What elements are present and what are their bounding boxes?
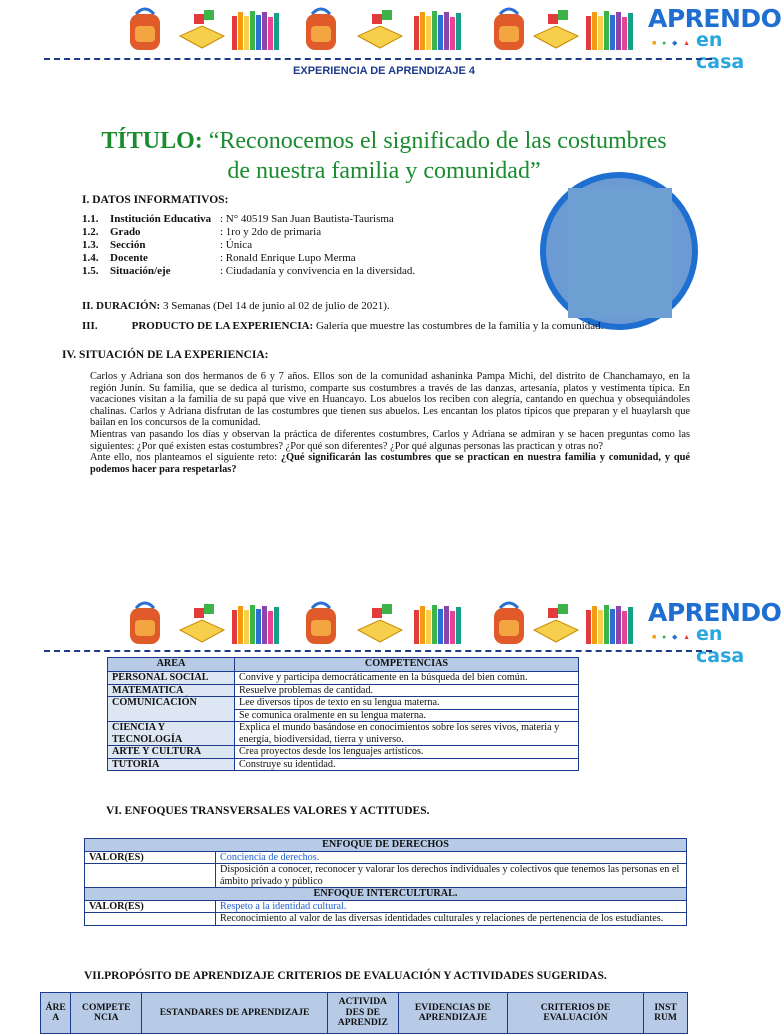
backpack-icon [494, 9, 524, 50]
info-row: 1.1. Institución Educativa : N° 40519 San Juan Bautista-Taurisma [82, 213, 394, 225]
crayons-icon [414, 11, 461, 50]
aprendo-en-casa-logo [648, 2, 781, 73]
info-row: 1.3. Sección : Única [82, 239, 253, 251]
col-header: COMPETE NCIA [71, 993, 142, 1034]
situacion-p2: Mientras van pasando los días y observan la práctica de diferentes costumbres, Carlos y Adriana se admiran y se hacen preguntas como las siguientes: ¿Por qué existen estas costumbres? ¿Por qué son diferentes? ¿Por qué algunas personas las practican y otras no? [90, 428, 690, 452]
info-row: 1.2. Grado : 1ro y 2do de primaria [82, 226, 322, 238]
competencias-table [107, 657, 579, 771]
aprendo-en-casa-logo [648, 596, 781, 667]
col-header: ESTANDARES DE APRENDIZAJE [142, 993, 328, 1034]
book-abc-icon [534, 10, 578, 48]
situacion-text [90, 371, 690, 475]
backpack-icon [494, 603, 524, 644]
area-header: AREA [108, 658, 235, 672]
dashed-divider [44, 58, 712, 60]
logo-line2: en casa [696, 29, 745, 73]
info-row: 1.4. Docente : Ronald Enrique Lupo Merma [82, 252, 356, 264]
logo-line1: APRENDO [648, 4, 781, 33]
table-row: COMUNICACIÓN Lee diversos tipos de texto en su lengua materna. [108, 697, 579, 710]
table-row: Se comunica oralmente en su lengua materna. [108, 709, 579, 722]
col-header: ACTIVIDA DES DE APRENDIZ [327, 993, 398, 1034]
backpack-icon [130, 9, 160, 50]
experience-heading: EXPERIENCIA DE APRENDIZAJE 4 [293, 65, 475, 77]
logo-line1: APRENDO [648, 598, 781, 627]
table-row: ARTE Y CULTURA Crea proyectos desde los lenguajes artísticos. [108, 746, 579, 759]
table-row: VALOR(ES) Conciencia de derechos. [85, 851, 687, 864]
table-header-row: ENFOQUE DE DERECHOS [85, 839, 687, 852]
backpack-icon [306, 603, 336, 644]
situacion-p1: Carlos y Adriana son dos hermanos de 6 y 7 años. Ellos son de la comunidad ashaninka Pampa Michi, del distrito de Chanchamayo, en la región Junín. Su familia, que se dedica al turismo, comparte sus costumbres a través de las danzas, artesanía, platos y vestimenta típica. En vacaciones visitan a la familia de su papá que vive en Huancayo. Los abuelos los reciben con alegría, cantando en quechua y obsequiándoles chalinas. Carlos y Adriana disfrutan de las costumbres que tienen sus abuelos. Les encantan los platos típicos que preparan y el huaylarsh que bailan en los concursos de la comunidad. [90, 371, 690, 429]
duracion-line: II. DURACIÓN: 3 Semanas (Del 14 de junio al 02 de julio de 2021). [82, 300, 390, 312]
logo-dots: ■ ● ◆ ▲ [652, 39, 693, 47]
title-text: “Reconocemos el significado de las costumbres de nuestra familia y comunidad” [208, 128, 667, 184]
crayons-icon [586, 11, 633, 50]
school-icons-strip [122, 2, 642, 52]
crayons-icon [232, 11, 279, 50]
table-row: PERSONAL SOCIAL Convive y participa democráticamente en la búsqueda del bien común. [108, 672, 579, 685]
proposito-table [40, 992, 688, 1034]
title-label: TÍTULO: [101, 128, 203, 154]
backpack-icon [130, 603, 160, 644]
logo-dots: ■ ● ◆ ▲ [652, 633, 693, 641]
book-abc-icon [180, 604, 224, 642]
photo-placeholder-circle [540, 172, 698, 330]
datos-heading: I. DATOS INFORMATIVOS: [82, 194, 229, 206]
table-row: Reconocimiento al valor de las diversas identidades culturales y relaciones de pertenencia de los estudiantes. [85, 913, 687, 926]
col-header: ÁRE A [41, 993, 71, 1034]
col-header: CRITERIOS DE EVALUACIÓN [507, 993, 643, 1034]
crayons-icon [232, 605, 279, 644]
book-abc-icon [358, 604, 402, 642]
col-header: INST RUM [644, 993, 688, 1034]
table-row: MATEMATICA Resuelve problemas de cantidad. [108, 684, 579, 697]
situacion-heading: IV. SITUACIÓN DE LA EXPERIENCIA: [62, 349, 269, 361]
photo-placeholder [568, 188, 672, 318]
backpack-icon [306, 9, 336, 50]
table-row: VALOR(ES) Respeto a la identidad cultural. [85, 900, 687, 913]
proposito-heading: VII.PROPÓSITO DE APRENDIZAJE CRITERIOS DE EVALUACIÓN Y ACTIVIDADES SUGERIDAS. [84, 970, 607, 982]
enfoques-table [84, 838, 687, 926]
table-row: Disposición a conocer, reconocer y valorar los derechos individuales y colectivos que tenemos las personas en el ámbito privado y público [85, 864, 687, 888]
table-header-row [108, 658, 579, 672]
book-abc-icon [534, 604, 578, 642]
logo-line2: en casa [696, 623, 745, 667]
table-header-row [41, 993, 688, 1034]
book-abc-icon [358, 10, 402, 48]
school-icons-strip [122, 596, 642, 646]
dashed-divider [44, 650, 712, 652]
enfoques-heading: VI. ENFOQUES TRANSVERSALES VALORES Y ACTITUDES. [106, 805, 430, 817]
producto-line: III. PRODUCTO DE LA EXPERIENCIA: Galería que muestre las costumbres de la familia y la comunidad. [82, 320, 604, 332]
crayons-icon [414, 605, 461, 644]
competencias-header: COMPETENCIAS [235, 658, 579, 672]
crayons-icon [586, 605, 633, 644]
col-header: EVIDENCIAS DE APRENDIZAJE [398, 993, 507, 1034]
situacion-p3: Ante ello, nos planteamos el siguiente reto: ¿Qué significarán las costumbres que se practican en nuestra familia y comunidad, y qué podemos hacer para respetarlas? [90, 452, 690, 475]
table-row: CIENCIA Y TECNOLOGÍA Explica el mundo basándose en conocimientos sobre los seres vivos, materia y energía, biodiversidad, tierra y universo. [108, 722, 579, 746]
table-header-row: ENFOQUE INTERCULTURAL. [85, 888, 687, 901]
info-row: 1.5. Situación/eje : Ciudadanía y convivencia en la diversidad. [82, 265, 416, 277]
book-abc-icon [180, 10, 224, 48]
table-row: TUTORÍA Construye su identidad. [108, 758, 579, 771]
